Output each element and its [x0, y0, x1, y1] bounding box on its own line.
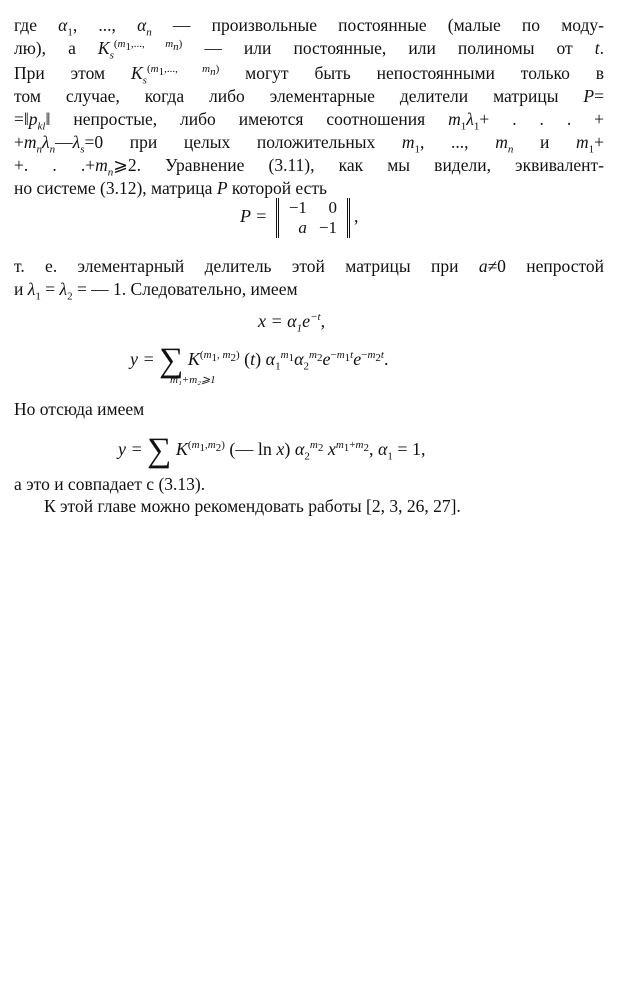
- text-line: где $\alpha_1$, ..., $\alpha_n$ — произвольные постоянные (малые по моду-: [14, 15, 605, 39]
- eq-lhs: y =: [118, 439, 143, 460]
- text-line: том случае, когда либо элементарные делители матрицы P=: [14, 86, 604, 106]
- text-line: $+m_n\lambda_n—\lambda_s=0$ при целых положительных $m_1$, ..., $m_n$ и $m_1+$: [14, 132, 604, 156]
- equation-y2: y = ∑ $K^{(m_1,m_2)}$ (— ln x) $\alpha_2^{m_2}$ $x^{m_1+m_2}$, $\alpha_1 = 1$,: [118, 432, 426, 469]
- matrix-tail: ,: [354, 206, 359, 227]
- matrix-p: [276, 198, 350, 238]
- text-line: При этом $K_s^{(m_1,..., m_n)}$ могут быть непостоянными только в: [14, 63, 604, 87]
- equation-x: $x = \alpha_1e^{-t}$,: [258, 311, 326, 335]
- sum-limit: m₁+m₂⩾1: [170, 374, 216, 386]
- sum-symbol: ∑: [147, 432, 172, 469]
- text-line: и $\lambda_1 = \lambda_2$ = — 1. Следовательно, имеем: [14, 279, 298, 303]
- eq-lhs: y =: [130, 349, 155, 370]
- text-line: но системе (3.12), матрица P которой есть: [14, 178, 328, 198]
- text-line: +. . $.+m_n⩾2$. Уравнение (3.11), как мы видели, эквивалент-: [14, 155, 604, 179]
- matrix-cell: −1: [288, 198, 307, 217]
- matrix-cell: a: [298, 218, 307, 237]
- text-line: $=‖p_{kl}‖$ непростые, либо имеются соотношения $m_1\lambda_1+$ . . . +: [14, 109, 604, 133]
- matrix-lhs: P =: [240, 206, 268, 227]
- coincide-line: а это и совпадает с (3.13).: [14, 474, 206, 494]
- text-line: лю), а $K_s^{(m_1,..., m_n)}$ — или постоянные, или полиномы от t.: [14, 38, 605, 62]
- sum-symbol: ∑: [159, 342, 184, 379]
- recommend-line: К этой главе можно рекомендовать работы [2, 3, 26, 27].: [44, 496, 461, 516]
- matrix-equation: [240, 198, 359, 238]
- text-line: т. е. элементарный делитель этой матрицы при a≠0 непростой: [14, 256, 604, 276]
- no-otsyuda: Но отсюда имеем: [14, 399, 145, 419]
- matrix-cell: −1: [318, 218, 338, 237]
- matrix-cell: 0: [328, 198, 338, 217]
- equation-y1: y = ∑ $K^{(m_1, m_2)}$ (t) $\alpha_1^{m_1}\alpha_2^{m_2}e^{-m_1t}e^{-m_2t}$.: [130, 342, 389, 379]
